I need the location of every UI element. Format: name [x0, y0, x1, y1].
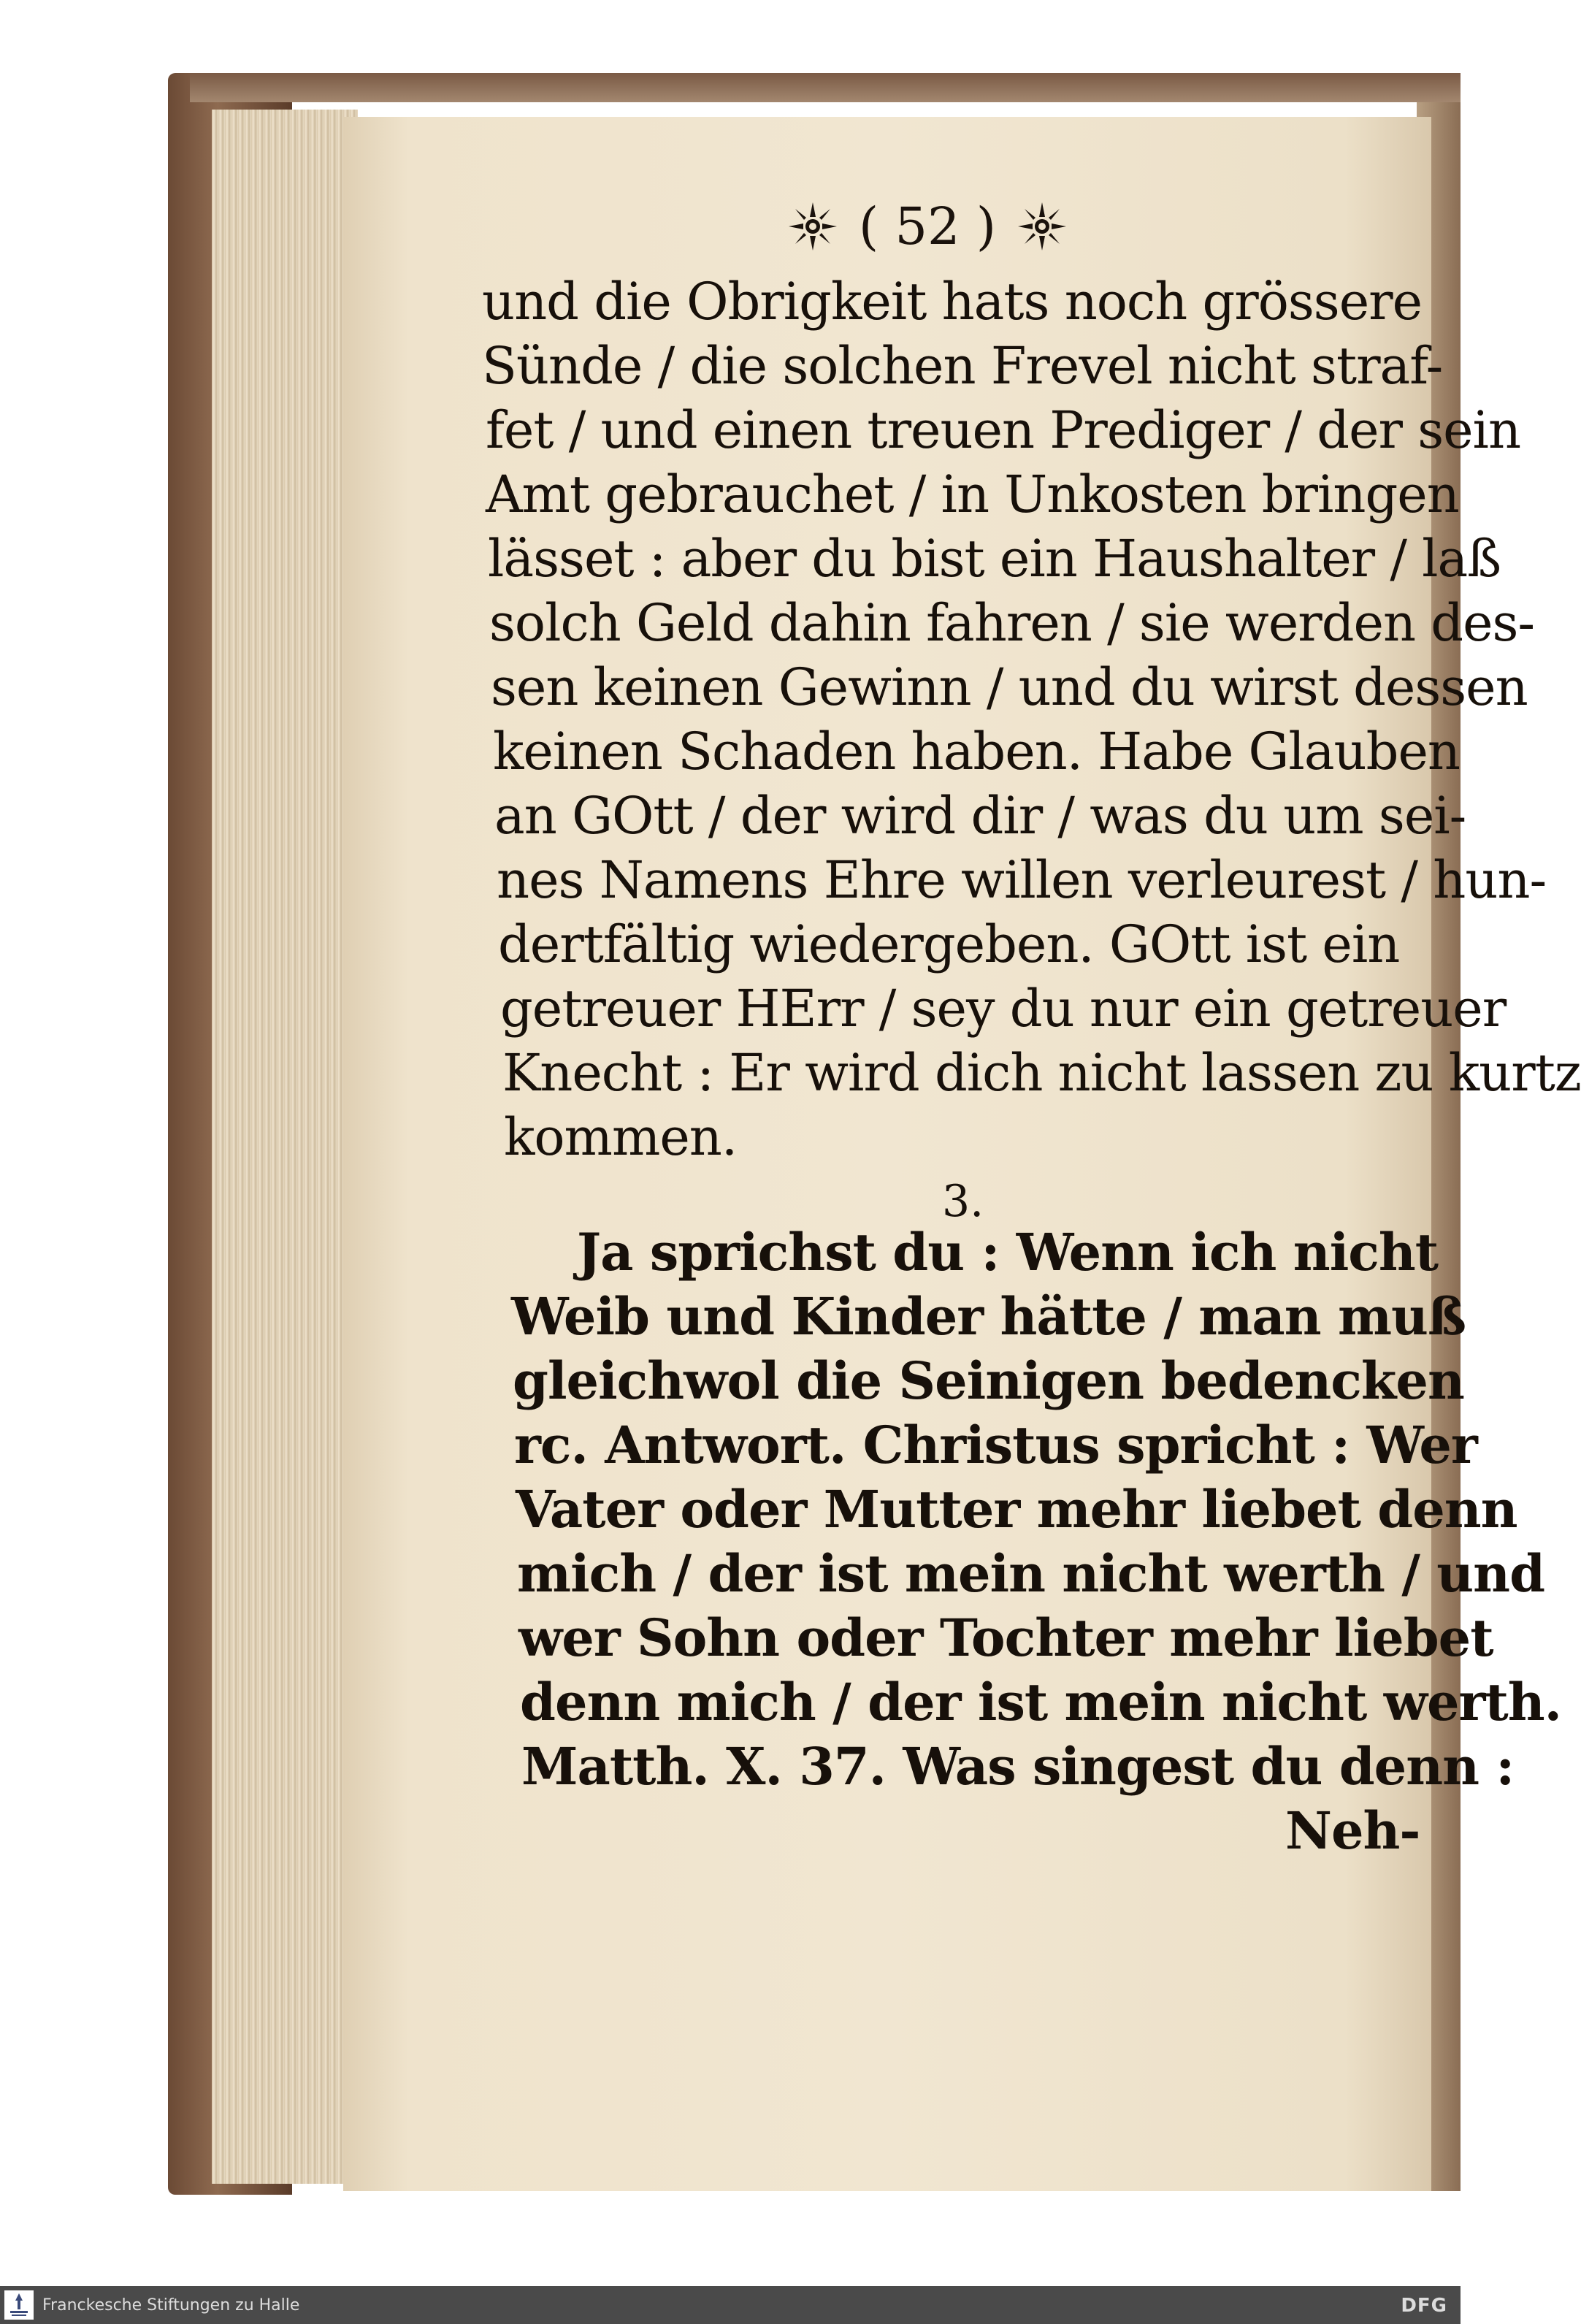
foundation-logo-icon [4, 2290, 34, 2320]
text-line: Vater oder Mutter mehr liebet denn [516, 1479, 1517, 1540]
text-line: solch Geld dahin fahren / sie werden des- [489, 593, 1535, 653]
ornament-icon [1017, 201, 1068, 252]
text-line: Amt gebrauchet / in Unkosten bringen [486, 465, 1459, 524]
text-line: gleichwol die Seinigen bedencken [513, 1350, 1464, 1411]
text-line: Weib und Kinder hätte / man muß [511, 1286, 1466, 1347]
text-line: Sünde / die solchen Frevel nicht straf- [482, 336, 1443, 396]
text-line: lässet : aber du bist ein Haushalter / laß [488, 529, 1501, 589]
page-number: ( 52 ) [858, 196, 997, 256]
text-line: kommen. [504, 1107, 738, 1167]
text-line: an GOtt / der wird dir / was du um sei- [494, 786, 1466, 846]
book-cover-top [190, 73, 1461, 102]
text-line: Knecht : Er wird dich nicht lassen zu kurtz [502, 1043, 1581, 1103]
text-line: Matth. X. 37. Was singest du denn : [521, 1736, 1515, 1797]
funder-logo[interactable]: DFG [1401, 2295, 1447, 2317]
text-line: wer Sohn oder Tochter mehr liebet [518, 1608, 1493, 1668]
institution-name[interactable]: Franckesche Stiftungen zu Halle [42, 2296, 300, 2315]
text-line: sen keinen Gewinn / und du wirst dessen [491, 657, 1528, 717]
text-line: mich / der ist mein nicht werth / und [517, 1543, 1545, 1604]
text-line: denn mich / der ist mein nicht werth. [520, 1672, 1561, 1732]
text-line: dertfältig wiedergeben. GOtt ist ein [498, 914, 1400, 974]
text-line: fet / und einen treuen Prediger / der sein [486, 400, 1521, 460]
catchword: Neh- [1285, 1800, 1420, 1861]
section-number: 3. [942, 1176, 984, 1227]
text-line: und die Obrigkeit hats noch grössere [482, 272, 1423, 332]
text-line: rc. Antwort. Christus spricht : Wer [514, 1415, 1477, 1475]
viewer-footer [0, 2286, 1461, 2324]
ornament-icon [787, 201, 838, 252]
page-edges [212, 110, 358, 2184]
text-line: Ja sprichst du : Wenn ich nicht [577, 1222, 1439, 1283]
text-line: keinen Schaden haben. Habe Glauben [493, 722, 1460, 781]
page-header [767, 186, 1088, 267]
text-line: getreuer HErr / sey du nur ein getreuer [500, 979, 1507, 1039]
text-line: nes Namens Ehre willen verleurest / hun- [497, 850, 1547, 910]
